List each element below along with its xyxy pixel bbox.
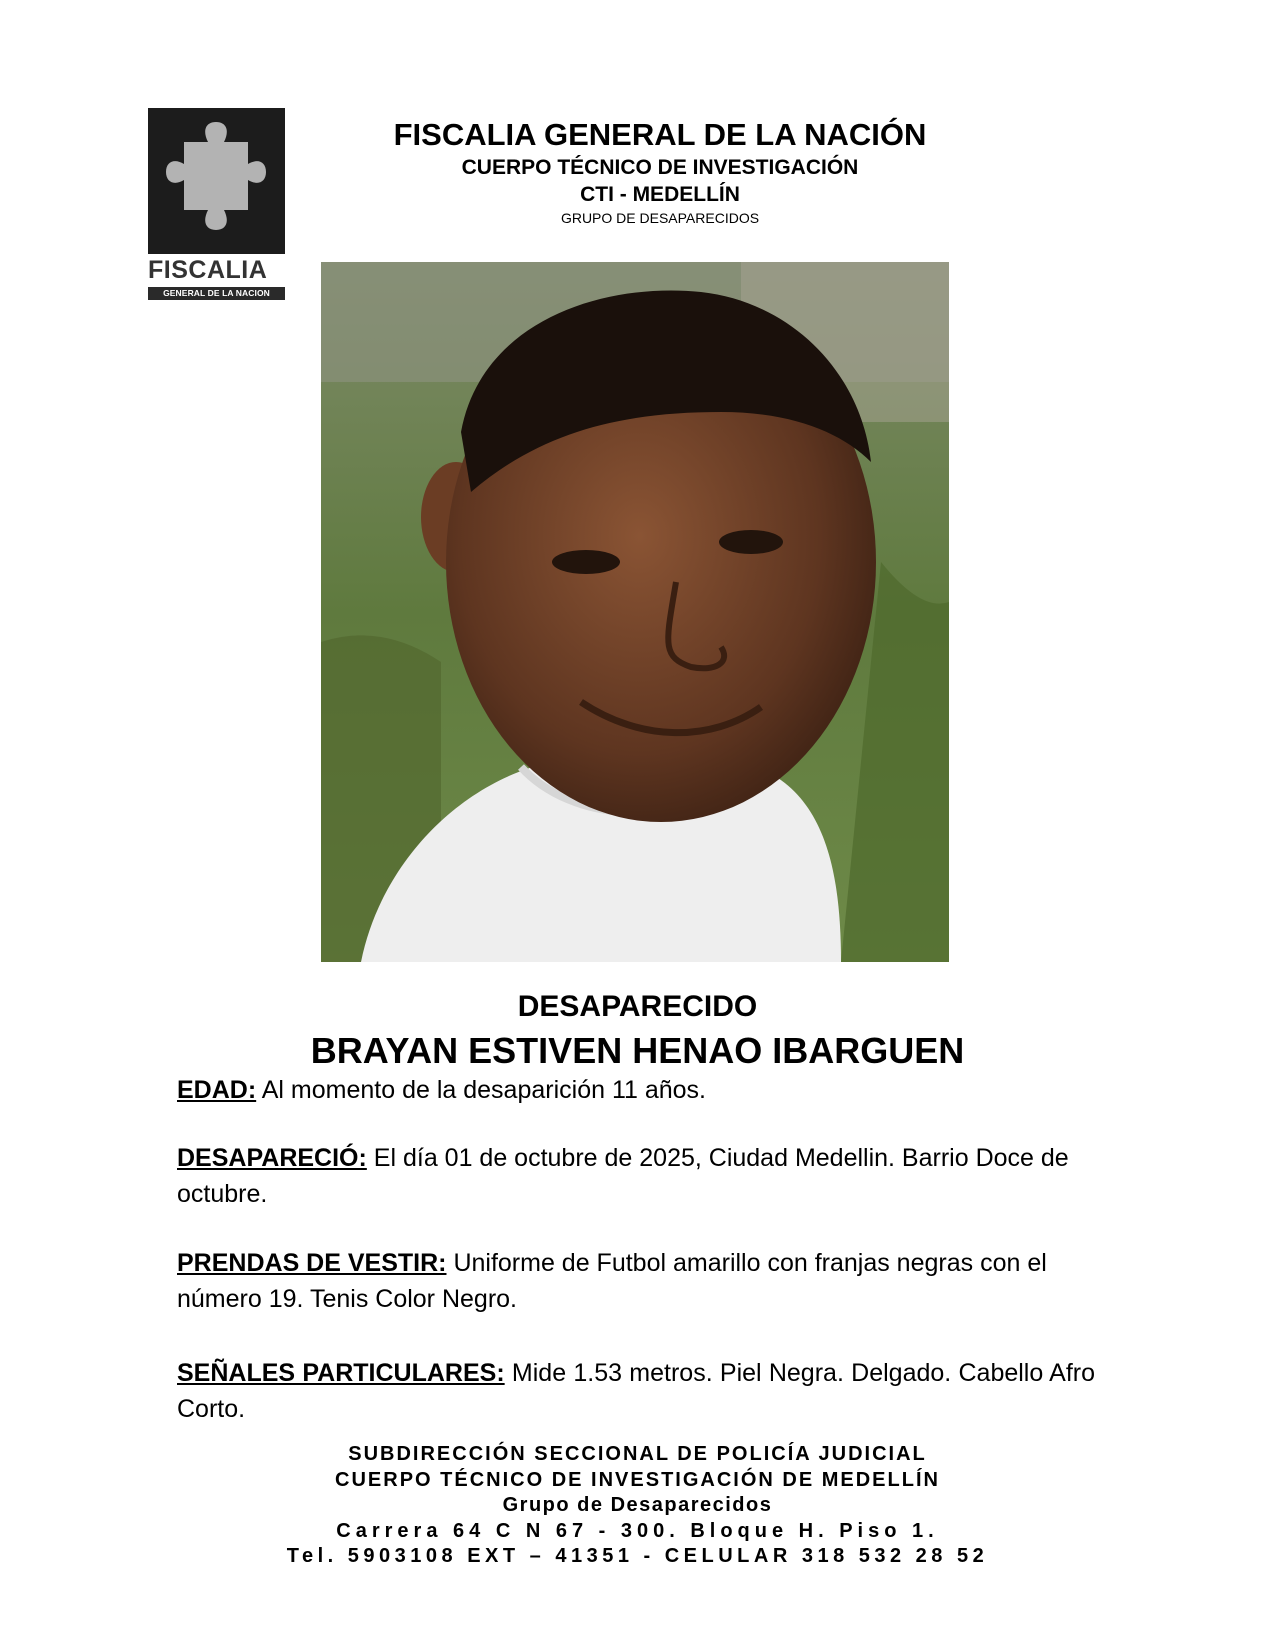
logo-subtitle: GENERAL DE LA NACION [148,287,285,300]
clothing-label: PRENDAS DE VESTIR: [177,1249,447,1277]
puzzle-piece-icon [148,108,285,254]
missing-status-heading: DESAPARECIDO [517,990,758,1023]
detail-marks [177,1355,1095,1427]
marks-label: SEÑALES PARTICULARES: [177,1359,505,1387]
marks-text: Mide 1.53 metros. Piel Negra. Delgado. Cabello Afro Corto. [177,1359,1095,1423]
missing-person-name: BRAYAN ESTIVEN HENAO IBARGUEN [310,1030,965,1071]
disappeared-label: DESAPARECIÓ: [177,1144,367,1172]
institution-subtitle: CUERPO TÉCNICO DE INVESTIGACIÓN [461,156,859,179]
logo-wordmark: FISCALIA [148,256,268,284]
detail-age [177,1072,1095,1108]
age-text: Al momento de la desaparición 11 años. [261,1076,707,1104]
detail-disappeared [177,1140,1095,1212]
disappeared-text: El día 01 de octubre de 2025, Ciudad Medellin. Barrio Doce de octubre. [177,1144,1069,1208]
footer-line-2: CUERPO TÉCNICO DE INVESTIGACIÓN DE MEDELLÍN [335,1468,940,1491]
footer-line-3: Grupo de Desaparecidos [502,1494,773,1516]
clothing-text: Uniforme de Futbol amarillo con franjas negras con el número 19. Tenis Color Negro. [177,1249,1047,1313]
group-name: GRUPO DE DESAPARECIDOS [560,210,760,226]
office-name: CTI - MEDELLÍN [580,183,740,206]
contact-footer [0,1442,1275,1570]
missing-person-photo [321,262,949,962]
institution-title: FISCALIA GENERAL DE LA NACIÓN [393,117,927,152]
detail-clothing [177,1245,1095,1317]
document-header [330,116,990,227]
footer-phone: Tel. 5903108 EXT – 41351 - CELULAR 318 532 28 52 [286,1545,989,1567]
footer-address: Carrera 64 C N 67 - 300. Bloque H. Piso 1. [336,1519,939,1542]
fiscalia-logo [148,108,285,302]
footer-line-1: SUBDIRECCIÓN SECCIONAL DE POLICÍA JUDICIAL [348,1443,927,1465]
age-label: EDAD: [177,1076,257,1104]
logo-emblem [148,108,285,254]
